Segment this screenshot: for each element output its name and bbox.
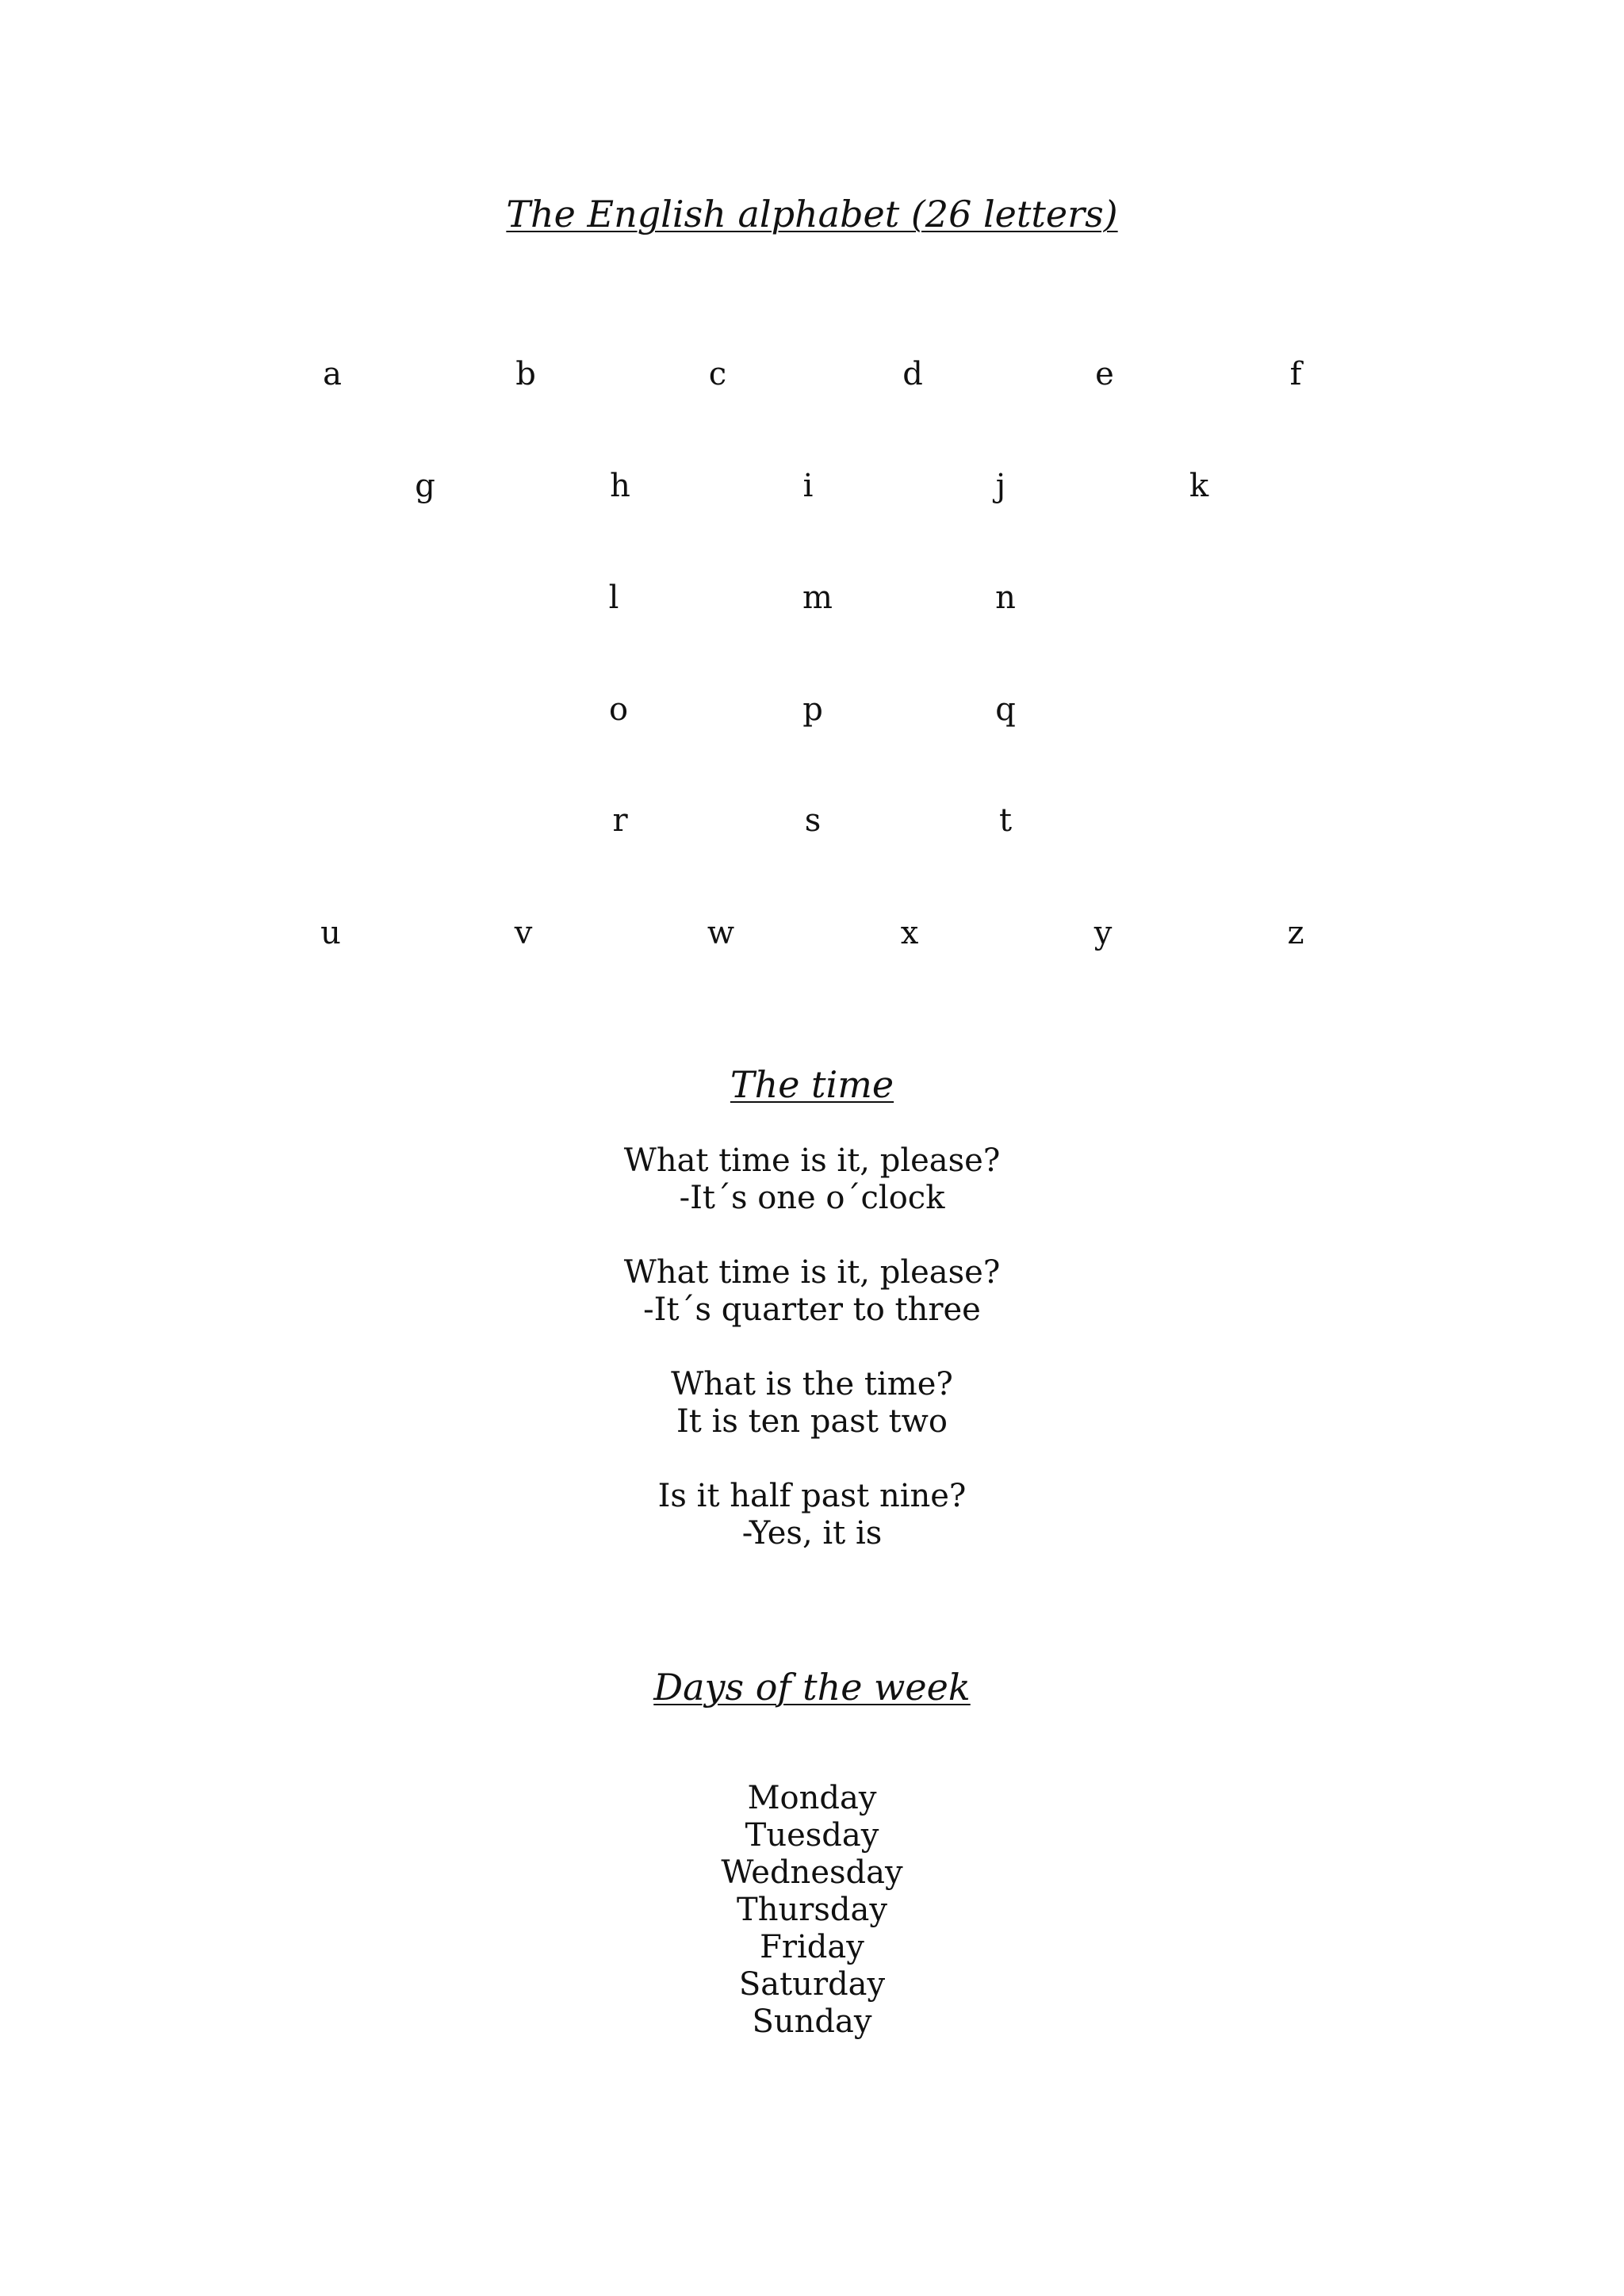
day-item: Saturday [738, 1966, 886, 2003]
time-dialogue-3 [0, 1366, 1624, 1441]
letter-r: r [612, 802, 628, 839]
time-answer: It is ten past two [676, 1403, 948, 1440]
time-question: What is the time? [671, 1366, 953, 1402]
day-item: Monday [747, 1780, 877, 1816]
letter-y: y [1094, 915, 1113, 951]
days-heading-text: Days of the week [653, 1666, 971, 1709]
time-dialogue-4 [0, 1478, 1624, 1552]
day-item: Friday [760, 1929, 864, 1965]
time-question: What time is it, please? [623, 1142, 1001, 1179]
letter-w: w [707, 915, 735, 951]
alphabet-heading-text: The English alphabet (26 letters) [506, 193, 1118, 235]
letter-e: e [1095, 356, 1114, 392]
letter-a: a [323, 356, 342, 392]
time-question: What time is it, please? [623, 1254, 1001, 1291]
letter-h: h [610, 468, 630, 504]
letter-m: m [802, 580, 833, 616]
time-answer: -Yes, it is [741, 1515, 883, 1552]
day-item: Thursday [737, 1892, 887, 1928]
letter-n: n [995, 580, 1016, 616]
letter-o: o [608, 691, 629, 728]
letter-t: t [998, 802, 1013, 839]
time-answer: -It´s quarter to three [643, 1292, 981, 1328]
days-heading [0, 1665, 1624, 1709]
letter-d: d [902, 356, 923, 392]
letter-x: x [900, 915, 919, 951]
letter-j: j [995, 468, 1006, 504]
day-item: Wednesday [721, 1854, 903, 1891]
letter-f: f [1289, 356, 1302, 392]
time-heading [0, 1062, 1624, 1107]
day-item: Sunday [752, 2003, 872, 2040]
time-heading-text: The time [730, 1063, 894, 1106]
letter-k: k [1189, 468, 1209, 504]
days-list [0, 1780, 1624, 2041]
letter-i: i [802, 468, 814, 504]
letter-l: l [608, 580, 619, 616]
time-question: Is it half past nine? [657, 1478, 967, 1514]
alphabet-heading [0, 192, 1624, 236]
day-item: Tuesday [745, 1817, 879, 1854]
time-answer: -It´s one o´clock [679, 1180, 945, 1216]
letter-v: v [514, 915, 533, 951]
letter-p: p [802, 691, 823, 728]
letter-g: g [415, 468, 435, 504]
letter-s: s [804, 802, 822, 839]
letter-c: c [708, 356, 727, 392]
letter-u: u [320, 915, 341, 951]
letter-z: z [1287, 915, 1304, 951]
time-dialogue-1 [0, 1142, 1624, 1217]
letter-q: q [995, 691, 1016, 728]
letter-b: b [515, 356, 536, 392]
time-dialogue-2 [0, 1254, 1624, 1329]
